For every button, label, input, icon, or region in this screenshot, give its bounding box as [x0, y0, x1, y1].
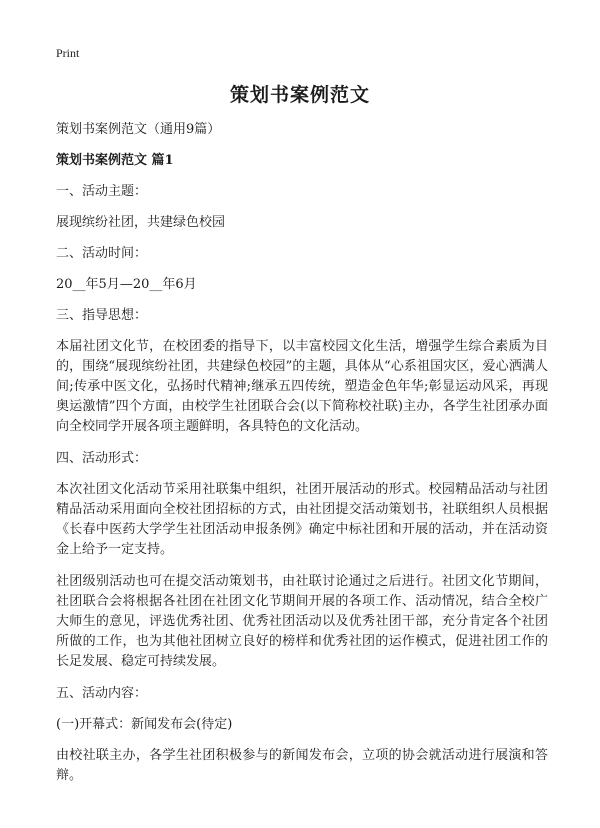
subheading-opening: (一)开幕式：新闻发布会(待定) [56, 717, 233, 732]
print-link[interactable]: Print [56, 46, 80, 60]
heading-form: 四、活动形式： [56, 451, 148, 466]
heading-guide: 三、指导思想： [56, 308, 148, 323]
document-subtitle: 策划书案例范文（通用9篇） [56, 122, 221, 137]
heading-content: 五、活动内容： [56, 686, 148, 701]
heading-theme: 一、活动主题： [56, 184, 148, 199]
guide-paragraph: 本届社团文化节，在校团委的指导下，以丰富校园文化生活，增强学生综合素质为目的，围绕“展现缤纷社团，共建绿色校园”的主题，具体从“心系祖国灾区，爱心洒满人间;传承中医文化，弘扬时代精神;继承五四传统，塑造金色年华;彰显运动风采，再现奥运激情”四个方面，由校学生社团联合会(以下简称校社联)主办，各学生社团承办面向全校同学开展各项主题鲜明，各具特色的文化活动。 [56, 339, 548, 434]
form-paragraph-1: 本次社团文化活动节采用社联集中组织，社团开展活动的形式。校园精品活动与社团精品活动采用面向全校社团招标的方式，由社团提交活动策划书，社联组织人员根据《长春中医药大学学生社团活动申报条例》确定中标社团和开展的活动，并在活动资金上给予一定支持。 [56, 482, 548, 557]
heading-time: 二、活动时间： [56, 246, 148, 261]
theme-text: 展现缤纷社团，共建绿色校园 [56, 215, 226, 230]
time-text: 20__年5月—20__年6月 [56, 277, 197, 292]
page-title: 策划书案例范文 [229, 84, 370, 106]
section-heading: 策划书案例范文 篇1 [56, 153, 174, 168]
content-paragraph-1: 由校社联主办，各学生社团积极参与的新闻发布会，立项的协会就活动进行展演和答辩。 [56, 748, 548, 783]
document-body [56, 120, 548, 798]
form-paragraph-2: 社团级别活动也可在提交活动策划书，由社联讨论通过之后进行。社团文化节期间，社团联合会将根据各社团在社团文化节期间开展的各项工作、活动情况，结合全校广大师生的意见，评选优秀社团、优秀社团活动以及优秀社团干部，充分肯定各个社团所做的工作，也为其他社团树立良好的榜样和优秀社团的运作模式，促进社团工作的长足发展、稳定可持续发展。 [56, 574, 548, 669]
